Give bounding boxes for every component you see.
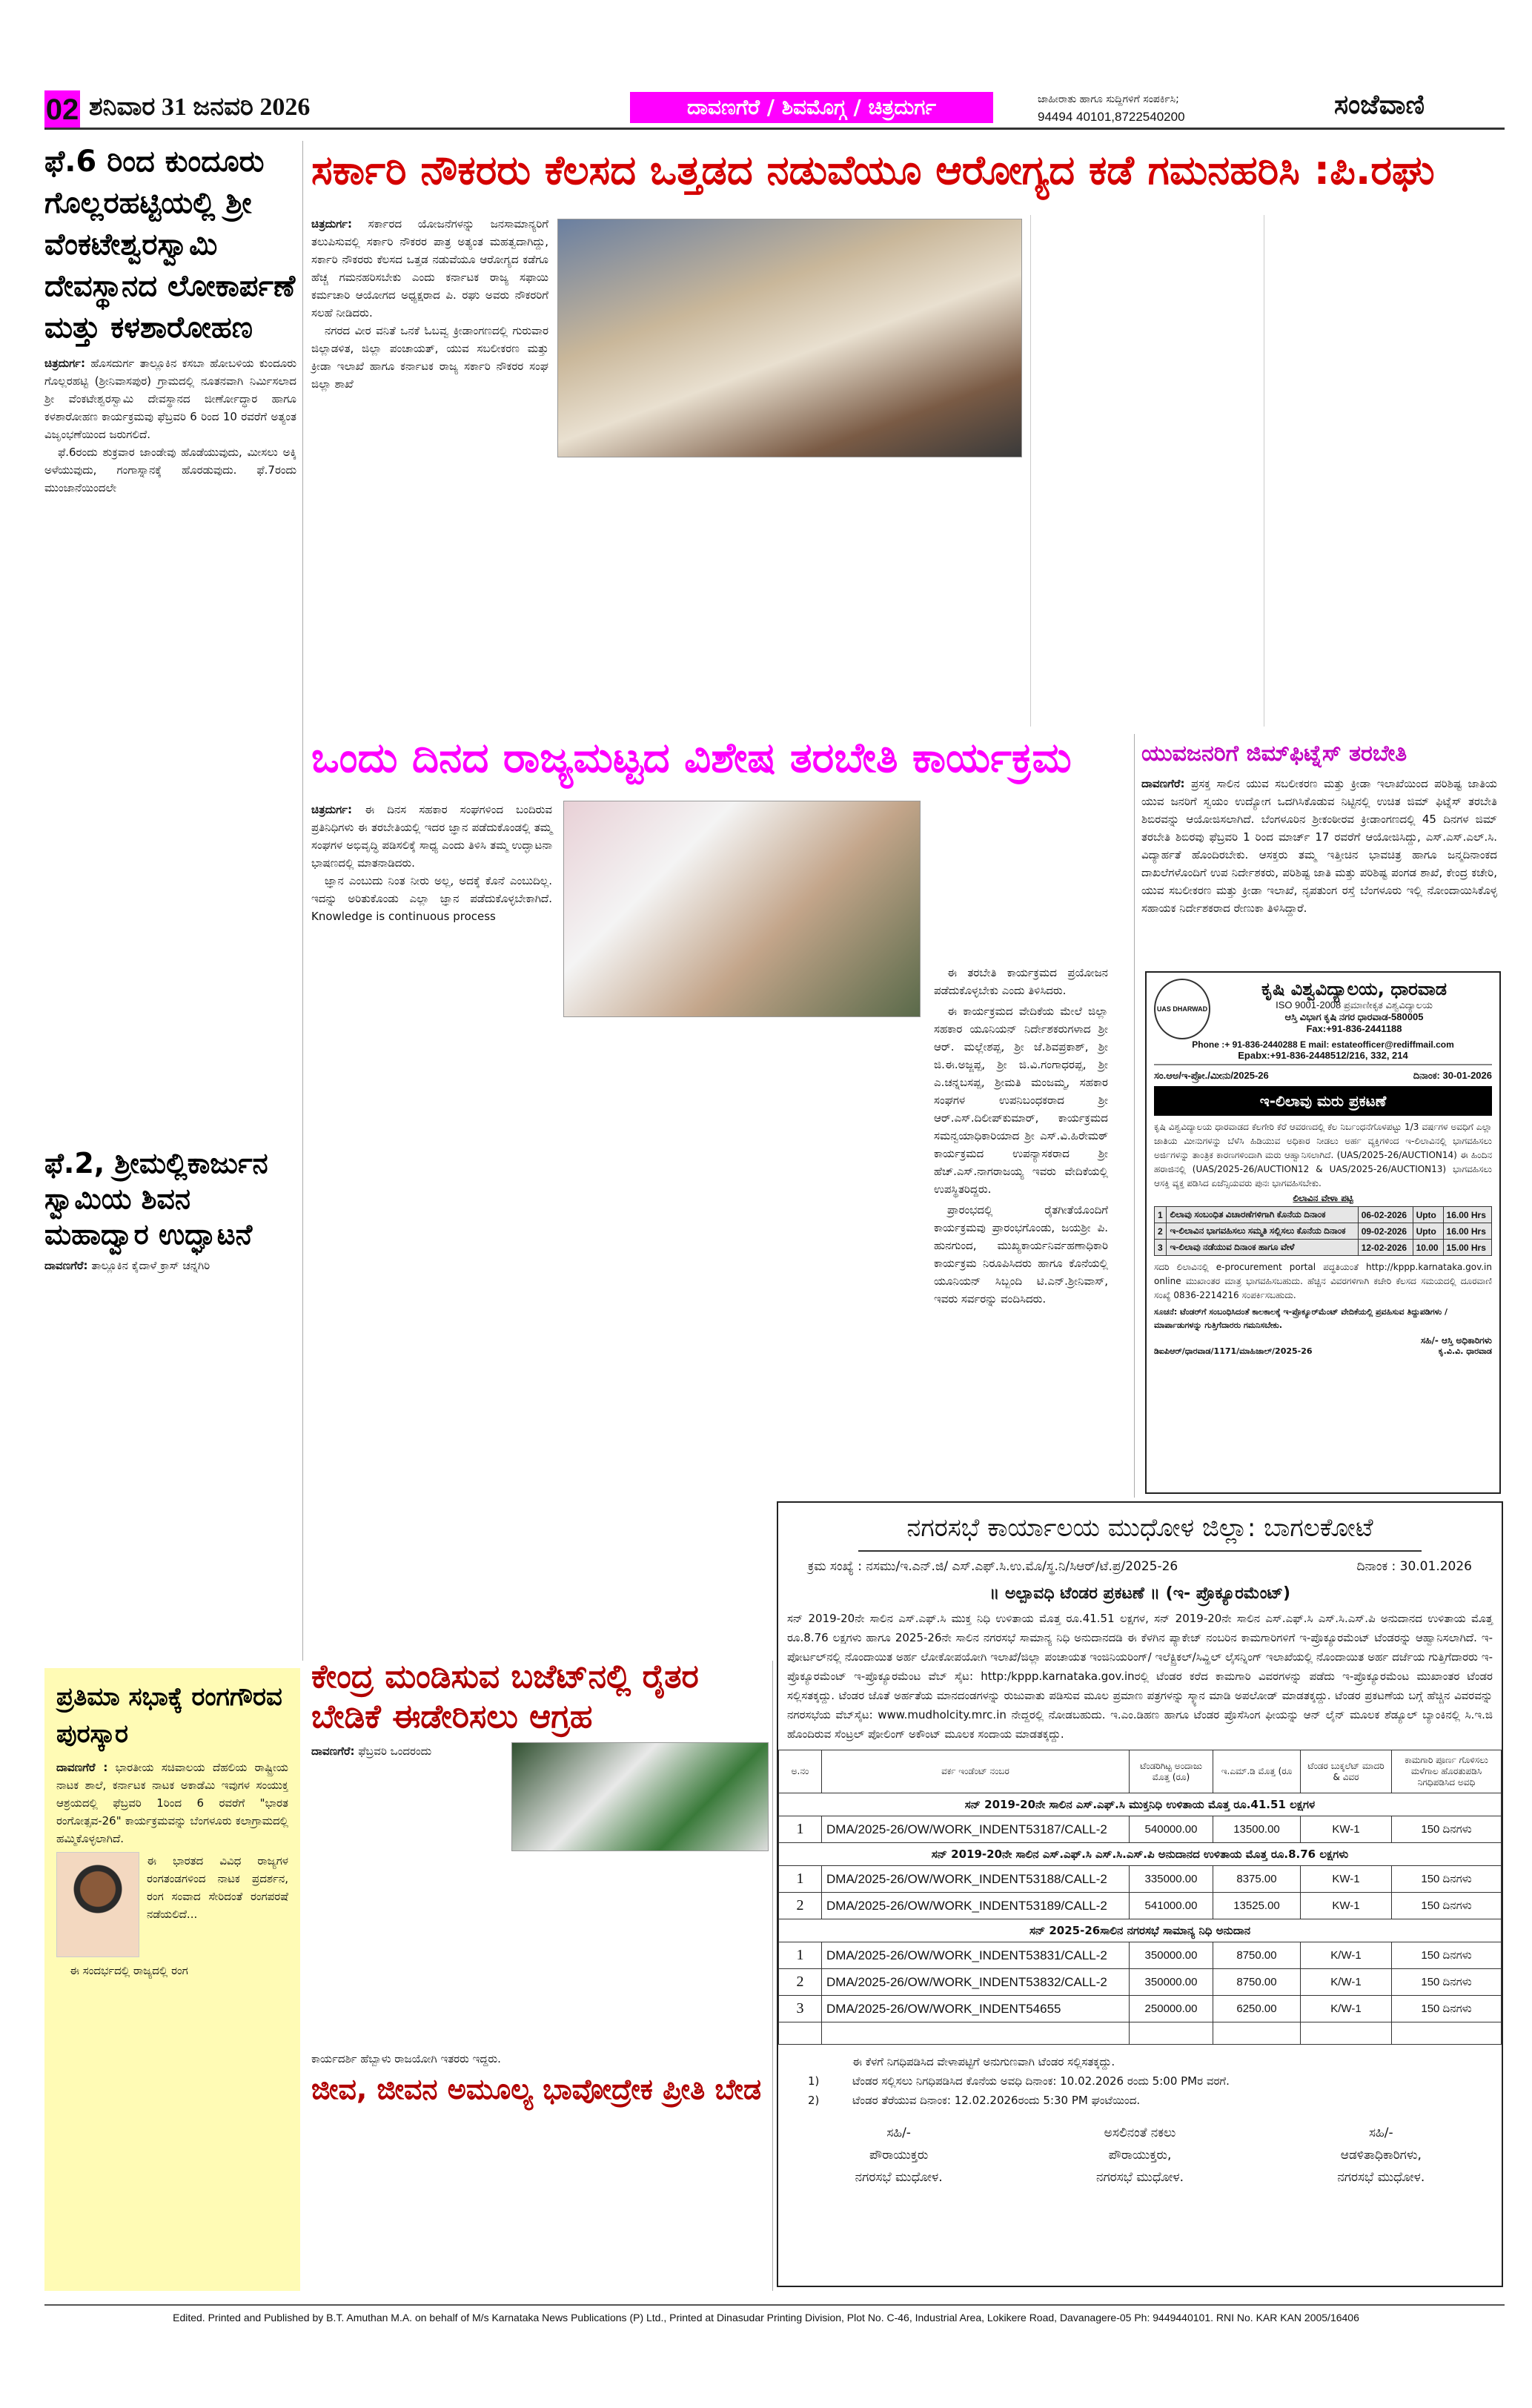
group-header-row — [779, 1843, 1502, 1866]
dateline: ದಾವಣಗೆರೆ: — [44, 1259, 88, 1272]
signatures — [778, 2122, 1502, 2189]
cell-indent: DMA/2025-26/OW/WORK_INDENT53188/CALL-2 — [822, 1866, 1130, 1893]
tender-table-body — [779, 1793, 1502, 2045]
cell: ಇ-ಲಿಲಾವು ನಡೆಯುವ ದಿನಾಂಕ ಹಾಗೂ ವೇಳೆ — [1167, 1240, 1358, 1256]
signatory-office: ಕೃ.ವಿ.ವಿ. ಧಾರವಾಡ — [1438, 1346, 1492, 1356]
lead-headline: ಸರ್ಕಾರಿ ನೌಕರರು ಕೆಲಸದ ಒತ್ತಡದ ನಡುವೆಯೂ ಆರೋಗ್ಯದ ಕಡೆ ಗಮನಹರಿಸಿ :ಪಿ.ರಘು — [311, 147, 1435, 194]
mudhol-tender-ad — [777, 1501, 1503, 2287]
epabx: Epabx:+91-836-2448512/216, 332, 214 — [1154, 1050, 1492, 1065]
table-row — [779, 1996, 1502, 2022]
dateline: ಚಿತ್ರದುರ್ಗ: — [311, 217, 353, 231]
cell: 1 — [1155, 1207, 1167, 1223]
ad-subtitle: ॥ ಅಲ್ಪಾವಧಿ ಟೆಂಡರ ಪ್ರಕಟಣೆ ॥ (ಇ- ಪ್ರೊಕ್ಯೂರಮೆಂಟ್) — [989, 1584, 1291, 1603]
cell-emd: 13500.00 — [1213, 1816, 1301, 1843]
cell-indent: DMA/2025-26/OW/WORK_INDENT54655 — [822, 1996, 1130, 2022]
issue-date: ಶನಿವಾರ 31 ಜನವರಿ 2026 — [89, 93, 311, 121]
column-header: ಅ.ನಂ — [779, 1750, 822, 1793]
cell: 15.00 Hrs — [1443, 1240, 1491, 1256]
paragraphs — [44, 357, 296, 497]
sign-title: ಪೌರಾಯುಕ್ತರು — [869, 2148, 929, 2163]
paragraph: ಈ ಸಂದರ್ಭದಲ್ಲಿ ರಾಜ್ಯದಲ್ಲಿ ರಂಗ — [70, 1964, 188, 1977]
column-header: ವರ್ಕ ಇಂಡೆಂಟ್ ನಂಬರ — [822, 1750, 1130, 1793]
dateline: ದಾವಣಗೆರೆ : — [56, 1761, 108, 1774]
auction-schedule-table — [1154, 1206, 1492, 1256]
ad-date: ದಿನಾಂಕ: 30-01-2026 — [1413, 1070, 1492, 1081]
cell: 09-02-2026 — [1358, 1223, 1413, 1240]
schedule-item — [808, 2071, 1502, 2091]
sign-title: ಆಡಳಿತಾಧಿಕಾರಿಗಳು, — [1340, 2148, 1422, 2163]
headline-training: ಒಂದು ದಿನದ ರಾಜ್ಯಮಟ್ಟದ ವಿಶೇಷ ತರಬೇತಿ ಕಾರ್ಯಕ್ರಮ — [311, 734, 1072, 782]
uas-auction-ad — [1145, 971, 1501, 1494]
article-raghu-col1 — [311, 215, 548, 396]
sign-title: ಪೌರಾಯುಕ್ತರು, — [1108, 2148, 1172, 2163]
event-photo-lamp-lighting — [557, 219, 1022, 457]
cell-booklet: K/W-1 — [1301, 1969, 1392, 1996]
cell-no: 3 — [779, 1996, 822, 2022]
cell-amount: 350000.00 — [1130, 1942, 1213, 1969]
address: ಆಸ್ತಿ ವಿಭಾಗ ಕೃಷಿ ನಗರ ಧಾರವಾಡ-580005 — [1284, 1011, 1424, 1022]
paragraph: ಸರ್ಕಾರದ ಯೋಜನೆಗಳನ್ನು ಜನಸಾಮಾನ್ಯರಿಗೆ ತಲುಪಿಸುವಲ್ಲಿ ಸರ್ಕಾರಿ ನೌಕರರ ಪಾತ್ರ ಅತ್ಯಂತ ಮಹತ್ವದಾಗಿದ್ದು, ಸರ್ಕಾರಿ ನೌಕರರು ಕೆಲಸದ ಒತ್ತಡ ನಡುವೆಯೂ ಆರೋಗ್ಯದ ಕಡೆಗೂ ಹೆಚ್ಚ ಗಮನಹರಿಸಬೇಕು ಎಂದು ಕರ್ನಾಟಕ ರಾಜ್ಯ ಸಫಾಯಿ ಕರ್ಮಚಾರಿ ಆಯೋಗದ ಅಧ್ಯಕ್ಷರಾದ ಪಿ. ರಘು ಅವರು ನೌಕರರಿಗೆ ಸಲಹೆ ನೀಡಿದರು. — [311, 217, 548, 320]
article-budget-body — [311, 1742, 504, 1760]
article-body — [44, 1257, 296, 1274]
cell-no: 1 — [779, 1816, 822, 1843]
article-training-col3 — [934, 964, 1108, 1311]
ad-date: ದಿನಾಂಕ : 30.01.2026 — [1356, 1559, 1472, 1574]
empty-cell — [779, 2022, 822, 2045]
cell: 06-02-2026 — [1358, 1207, 1413, 1223]
cell-emd: 13525.00 — [1213, 1893, 1301, 1919]
article-prathima — [44, 1668, 300, 2291]
column-header: ಕಾಮಗಾರಿ ಪೂರ್ಣ ಗೊಳಿಸಲು ಮಳೆಗಾಲ ಹೊರತುಪಡಿಸಿ ನಿಗಧಿಪಡಿಸಿದ ಅವಧಿ — [1392, 1750, 1502, 1793]
dateline: ಚಿತ್ರದುರ್ಗ: — [44, 357, 86, 370]
cell-booklet: K/W-1 — [1301, 1996, 1392, 2022]
paragraph: ಭಾರತೀಯ ಸಚಿವಾಲಯ ದೆಹಲಿಯ ರಾಷ್ಟ್ರೀಯ ನಾಟಕ ಶಾಲೆ, ಕರ್ನಾಟಕ ನಾಟಕ ಅಕಾಡೆಮಿ ಇವುಗಳ ಸಂಯುಕ್ತ ಆಶ್ರಯದಲ್ಲಿ ಫೆಬ್ರವರಿ 1ರಿಂದ 6 ರವರೆಗೆ "ಭಾರತ ರಂಗೋತ್ಸವ-26" ಕಾರ್ಯಕ್ರಮವನ್ನು ಬೆಂಗಳೂರು ಕಲಾಗ್ರಾಮದಲ್ಲಿ ಹಮ್ಮಿಕೊಳ್ಳಲಾಗಿದೆ. — [56, 1761, 288, 1845]
signature-block — [1337, 2122, 1425, 2189]
cell-emd: 8750.00 — [1213, 1969, 1301, 1996]
headline: ಪ್ರತಿಮಾ ಸಭಾಕ್ಕೆ ರಂಗಗೌರವ ಪುರಸ್ಕಾರ — [56, 1682, 282, 1749]
seal-text: UAS DHARWAD — [1156, 1005, 1208, 1013]
sign-office: ನಗರಸಭೆ ಮುಧೋಳ. — [1096, 2170, 1184, 2185]
cell: ಇ-ಲಿಲಾವಿನ ಭಾಗವಹಿಸಲು ಸಮ್ಮತಿ ಸಲ್ಲಿಸಲು ಕೊನೆಯ ದಿನಾಂಕ — [1167, 1223, 1358, 1240]
cell-no: 1 — [779, 1942, 822, 1969]
cell: Upto — [1413, 1207, 1443, 1223]
article-mallikarjuna — [44, 1145, 296, 1274]
sign-line: ಸಹಿ/- — [1369, 2126, 1393, 2140]
cell: ಲಿಲಾವು ಸಂಬಂಧಿತ ವಿಚಾರಣೆಗಳಿಗಾಗಿ ಕೊನೆಯ ದಿನಾಂಕ — [1167, 1207, 1358, 1223]
cell-booklet: K/W-1 — [1301, 1942, 1392, 1969]
ref-number: ಕ್ರಮ ಸಂಖ್ಯೆ : ನಸಮು/ಇ.ಎನ್.ಜಿ/ ಎಸ್.ಎಫ್.ಸಿ.ಉ.ಮೊ/ಸ್ಥ.ನಿ/ಸಿಆರ್/ಟೆ.ಪ್ರ/2025-26 — [808, 1559, 1178, 1574]
headline: ಫೆ.6 ರಿಂದ ಕುಂದೂರು ಗೊಲ್ಲರಹಟ್ಟಿಯಲ್ಲಿ ಶ್ರೀ ವೆಂಕಟೇಶ್ವರಸ್ವಾಮಿ ದೇವಸ್ಥಾನದ ಲೋಕಾರ್ಪಣೆ ಮತ್ತು ಕಳಶಾರೋಹಣ — [44, 145, 296, 345]
empty-cell — [1130, 2022, 1213, 2045]
paragraphs — [91, 1259, 210, 1272]
headline: ಫೆ.2, ಶ್ರೀಮಲ್ಲಿಕಾರ್ಜುನ ಸ್ವಾಮಿಯ ಶಿವನ ಮಹಾದ್ವಾರ ಉದ್ಘಾಟನೆ — [44, 1147, 268, 1251]
column-divider — [302, 141, 303, 1661]
title-divider — [858, 1550, 1422, 1552]
portal-info: ಸದರಿ ಲಿಲಾವಿನಲ್ಲಿ e-procurement portal ಪದ್ಧತಿಯಂತೆ http://kppp.karnataka.gov.in online ಮುಖಾಂತರ ಮಾತ್ರ ಭಾಗವಹಿಸಬಹುದು. ಹೆಚ್ಚಿನ ವಿವರಗಳಿಗಾಗಿ ಕಚೇರಿ ಕೆಲಸದ ಸಮಯದಲ್ಲಿ ದೂರವಾಣಿ ಸಂಖ್ಯೆ 0836-2214216 ಸಂಪರ್ಕಿಸಬಹುದು. — [1154, 1262, 1492, 1300]
cell-emd: 8750.00 — [1213, 1942, 1301, 1969]
item-text: ಟೆಂಡರ ಸಲ್ಲಿಸಲು ನಿಗಧಿಪಡಿಸಿದ ಕೊನೆಯ ಅವಧಿ ದಿನಾಂಕ: 10.02.2026 ರಂದು 5:00 PMರ ವರಗೆ. — [852, 2074, 1230, 2088]
signatory: ಸಹಿ/- ಆಸ್ತಿ ಅಧಿಕಾರಿಗಳು — [1420, 1335, 1492, 1346]
article-gym-body — [1141, 775, 1497, 917]
cell-amount: 541000.00 — [1130, 1893, 1213, 1919]
paragraph: ಕಾರ್ಯದರ್ಶಿ ಹೆಬ್ಬಾಳು ರಾಜಯೋಗಿ ಇತರರು ಇದ್ದರು. — [311, 2052, 501, 2065]
headline-budget: ಕೇಂದ್ರ ಮಂಡಿಸುವ ಬಜೆಟ್‌ನಲ್ಲಿ ರೈತರ ಬೇಡಿಕೆ ಈಡೇರಿಸಲು ಆಗ್ರಹ — [311, 1658, 699, 1736]
cell: Upto — [1413, 1223, 1443, 1240]
masthead-logo: ಸಂಜೆವಾಣಿ — [1334, 89, 1425, 120]
article-training-col1 — [311, 801, 552, 928]
column-header: ಟೆಂಡರ ಬುಕ್ಕಲೆಟ್ ಮಾದರಿ & ವಿವರ — [1301, 1750, 1392, 1793]
paragraph: ಪ್ರಾರಂಭದಲ್ಲಿ ರೈತಗೀತೆಯೊಂದಿಗೆ ಕಾರ್ಯಕ್ರಮವು ಪ್ರಾರಂಭಗೊಂಡು, ಜಯಶ್ರೀ ಪಿ. ಹುನಗುಂದ, ಮುಖ್ಯಕಾರ್ಯನಿರ್ವಹಣಾಧಿಕಾರಿ ಕಾರ್ಯಕ್ರಮ ನಿರೂಪಿಸಿದರು ಹಾಗೂ ಕೊನೆಯಲ್ಲಿ ಯೂನಿಯನ್ ಸಿಬ್ಬಂದಿ ಟಿ.ಎನ್.ಶ್ರೀನಿವಾಸ್, ಇವರು ಸರ್ವರನ್ನು ವಂದಿಸಿದರು. — [934, 1203, 1108, 1306]
dateline: ದಾವಣಗೆರೆ: — [1141, 777, 1185, 790]
cell: 16.00 Hrs — [1443, 1223, 1491, 1240]
phone-email: Phone :+ 91-836-2440288 E mail: estateofficer@rediffmail.com — [1192, 1039, 1454, 1050]
cell-period: 150 ದಿನಗಳು — [1392, 1866, 1502, 1893]
cell-amount: 335000.00 — [1130, 1866, 1213, 1893]
fax: Fax:+91-836-2441188 — [1306, 1023, 1402, 1034]
cell-indent: DMA/2025-26/OW/WORK_INDENT53187/CALL-2 — [822, 1816, 1130, 1843]
university-seal-icon — [1154, 979, 1210, 1039]
group-title: ಸನ್ 2025-26ಸಾಲಿನ ನಗರಸಭೆ ಸಾಮಾನ್ಯ ನಿಧಿ ಅನುದಾನ — [779, 1919, 1502, 1942]
table-header-row — [779, 1750, 1502, 1793]
ad-body: ಸನ್ 2019-20ನೇ ಸಾಲಿನ ಎಸ್.ಎಫ್.ಸಿ ಮುಕ್ತ ನಿಧಿ ಉಳಿತಾಯ ಮೊತ್ತ ರೂ.41.51 ಲಕ್ಷಗಳ, ಸನ್ 2019-20ನೇ ಸಾಲಿನ ಎಸ್.ಎಫ್.ಸಿ ಎಸ್.ಸಿ.ಎಸ್.ಪಿ ಅನುದಾನದ ಉಳಿತಾಯ ಮೊತ್ತ ರೂ.8.76 ಲಕ್ಷಗಳು ಹಾಗೂ 2025-26ನೇ ಸಾಲಿನ ನಗರಸಭೆ ಸಾಮಾನ್ಯ ನಿಧಿ ಅನುದಾನದಡಿ ಈ ಕೆಳಗಿನ ಪ್ಯಾಕೇಜ್ ನಂಬರಿನ ಕಾಮಗಾರಿಗಳಿಗೆ ಇ-ಪ್ರೊಕ್ಯೂರಮೆಂಟ್ ಟೆಂಡರನ್ನು ಆಹ್ವಾನಿಸಲಾಗಿದೆ. ಇ-ಪೋರ್ಟಲ್‌ನಲ್ಲಿ ನೊಂದಾಯಿತ ಅರ್ಹ ಲೋಕೋಪಯೋಗಿ ಇಲಾಖೆ/ಜಿಲ್ಲಾ ಪಂಚಾಯತ ಇಂಜಿನಿಯರಿಂಗ್/ ಇಲೆಕ್ಟ್ರಿಕಲ್/ಸಿವ್ಹಿಲ್ ಲೈಸನ್ನಿಂಗ್ ಇಲಾಖೆಯಲ್ಲಿ ನೊಂದಾಯಿತ ಅರ್ಹ ದರ್ಜೆಯ ಗುತ್ತಿಗೆದಾರರು ಇ-ಪ್ರೊಕ್ಯೂರಮೆಂಟ್ ಇ-ಪ್ರೊಕ್ಯೂರಮೆಂಟ ವೆಬ್ ಸೈಟ: http:/kppp.karnataka.gov.inರಲ್ಲಿ ಟೆಂಡರ ಕರೆದ ಕಾಮಗಾರಿ ವಿವರಗಳನ್ನು ಪಡೆದು ಇ-ಪ್ರೊಕ್ಯೂರಮೆಂಟ ಮುಖಾಂತರ ಟೆಂಡರ ಸಲ್ಲಿಸತಕ್ಕದ್ದು. ಟೆಂಡರ ಜೊತೆ ಅರ್ಹತೆಯ ಮಾನದಂಡಗಳನ್ನು ರುಜುವಾತು ಪಡಿಸುವ ಮೂಲ ಪ್ರಮಾಣ ಪತ್ರಗಳನ್ನು ಸ್ಕ್ಯಾನ ಮಾಡಿ ಅಪಲೋಡ್ ಮಾಡತಕ್ಕದ್ದು. ಟೆಂಡರ ಪ್ರಕಟಣೆಯ ಬಗ್ಗೆ ಹೆಚ್ಚಿನ ವಿವರವನ್ನು ನಗರಸಭೆಯ ವೆಬ್‌ಸೈಟ: www.mudholcity.mrc.in ನೇದ್ದರಲ್ಲಿ ನೋಡಬಹುದು. ಇ.ಎಂ.ಡಿಹಣ ಹಾಗೂ ಟೆಂಡರ ಪ್ರೊಸೆಸಿಂಗ ಫೀಯನ್ನು ಆನ್ ಲೈನ್ ಮೂಲಕ ಶೆಡ್ಯೂಲ್ ಬ್ಯಾಂಕಿನಲ್ಲಿ ಸಿ.ಇ.ಜಿ ಹೊಂದಿರುವ ಸೆಂಟ್ರಲ್ ಪೋಲಿಂಗ್ ಅಕೌಂಟ್ ಮೂಲಕ ಸಂದಾಯ ಮಾಡತಕ್ಕದ್ದು. — [787, 1612, 1493, 1741]
empty-cell — [1392, 2022, 1502, 2045]
paragraph: ಈ ಕಾರ್ಯಕ್ರಮದ ವೇದಿಕೆಯ ಮೇಲೆ ಜಿಲ್ಲಾ ಸಹಕಾರ ಯೂನಿಯನ್ ನಿರ್ದೇಶಕರುಗಳಾದ ಶ್ರೀ ಆರ್. ಮಲ್ಲೇಶಪ್ಪ, ಶ್ರೀ ಜೆ.ಶಿವಪ್ರಕಾಶ್, ಶ್ರೀ ಜಿ.ಈ.ಅಜ್ಜಪ್ಪ, ಶ್ರೀ ಜಿ.ವಿ.ಗಂಗಾಧರಪ್ಪ, ಶ್ರೀ ಎ.ಚನ್ನಬಸಪ್ಪ, ಶ್ರೀಮತಿ ಮಂಜಮ್ಮ, ಸಹಕಾರ ಸಂಘಗಳ ಉಪನಿಬಂಧಕರಾದ ಶ್ರೀ ಆರ್.ಎಸ್.ದಿಲೀಪ್‌ಕುಮಾರ್, ಕಾರ್ಯಕ್ರಮದ ಸಮನ್ವಯಾಧಿಕಾರಿಯಾದ ಶ್ರೀ ಎಸ್.ವಿ.ಹಿರೇಮಠ್ ಕಾರ್ಯಕ್ರಮದ ಉಪನ್ಯಾಸಕರಾದ ಶ್ರೀ ಹೆಚ್.ಎಸ್.ನಾಗರಾಜಯ್ಯ ಇವರು ವೇದಿಕೆಯಲ್ಲಿ ಉಪಸ್ಥಿತರಿದ್ದರು. — [934, 1005, 1108, 1196]
paragraph: ಈ ತರಬೇತಿ ಕಾರ್ಯಕ್ರಮದ ಪ್ರಯೋಜನ ಪಡೆದುಕೊಳ್ಳಬೇಕು ಎಂದು ತಿಳಿಸಿದರು. — [934, 966, 1108, 997]
cell-period: 150 ದಿನಗಳು — [1392, 1969, 1502, 1996]
ad-note: ಸೂಚನೆ: ಟೆಂಡರ್‌ಗೆ ಸಂಬಂಧಿಸಿದಂತೆ ಕಾಲಕಾಲಕ್ಕೆ ಇ-ಪ್ರೊಕ್ಯೂರ್‌ಮೆಂಟ್ ವೇದಿಕೆಯಲ್ಲಿ ಪ್ರವಹಿಸುವ ತಿದ್ದುಪಡಿಗಳು / ಮಾರ್ಪಾಡುಗಳನ್ನು ಗುತ್ತಿಗೆದಾರರು ಗಮನಿಸಬೇಕು. — [1154, 1307, 1448, 1330]
footer-divider — [44, 2304, 1505, 2306]
cell-booklet: KW-1 — [1301, 1866, 1392, 1893]
cell-period: 150 ದಿನಗಳು — [1392, 1996, 1502, 2022]
schedule-row — [1155, 1207, 1492, 1223]
sign-office: ನಗರಸಭೆ ಮುಧೋಳ. — [1337, 2170, 1425, 2185]
column-header: ಟೆಂಡರಿಗಿಟ್ಟ ಅಂದಾಜು ಮೊತ್ತ (ರೂ) — [1130, 1750, 1213, 1793]
table-row — [779, 1942, 1502, 1969]
schedule-intro: ಈ ಕೆಳಗೆ ನಿಗಧಿಪಡಿಸಿದ ವೇಳಾಪಟ್ಟಿಗೆ ಅನುಗುಣವಾಗಿ ಟೆಂಡರ ಸಲ್ಲಿಸತಕ್ಕದ್ದು. — [852, 2055, 1115, 2068]
item-number: 1) — [808, 2074, 820, 2088]
paragraph: ಪ್ರಸಕ್ತ ಸಾಲಿನ ಯುವ ಸಬಲೀಕರಣ ಮತ್ತು ಕ್ರೀಡಾ ಇಲಾಖೆಯಿಂದ ಪರಿಶಿಷ್ಟ ಜಾತಿಯ ಯುವ ಜನರಿಗೆ ಸ್ವಯಂ ಉದ್ಯೋಗ ಒದಗಿಸಿಕೊಡುವ ನಿಟ್ಟಿನಲ್ಲಿ ಉಚಿತ ಜಿಮ್ ಫಿಟ್ನೆಸ್ ತರಬೇತಿ ಶಿಬಿರವನ್ನು ಆಯೋಜಿಸಲಾಗಿದೆ. ಬೆಂಗಳೂರಿನ ಶ್ರೀಕಂಠೀರವ ಕ್ರೀಡಾಂಗಣದಲ್ಲಿ 45 ದಿನಗಳ ಜಿಮ್ ತರಬೇತಿ ಶಿಬಿರವು ಫೆಬ್ರವರಿ 1 ರಿಂದ ಮಾರ್ಚ್ 17 ರವರೆಗೆ ಆಯೋಜಿಸಿದ್ದು, ಎಸ್.ಎಸ್.ಎಲ್.ಸಿ. ವಿದ್ಯಾರ್ಹತೆ ಹೊಂದಿರಬೇಕು. ಆಸಕ್ತರು ತಮ್ಮ ಇತ್ತೀಚಿನ ಭಾವಚಿತ್ರ ಹಾಗೂ ಜನ್ಮದಿನಾಂಕದ ದಾಖಲೆಗಳೊಂದಿಗೆ ಉಪ ನಿರ್ದೇಶಕರು, ಪರಿಶಿಷ್ಟ ಜಾತಿ ಮತ್ತು ಪರಿಶಿಷ್ಟ ಪಂಗಡ ಶಾಖೆ, ಕೇಂದ್ರ ಕಚೇರಿ, ಯುವ ಸಬಲೀಕರಣ ಮತ್ತು ಕ್ರೀಡಾ ಇಲಾಖೆ, ನೃಪತುಂಗ ರಸ್ತೆ ಬೆಂಗಳೂರು ಇಲ್ಲಿ ನೋಂದಾಯಿಸಿಕೊಳ್ಳ ಸಹಾಯಕ ನಿರ್ದೇಶಕರಾದ ರೇಣುಕಾ ತಿಳಿಸಿದ್ದಾರೆ. — [1141, 777, 1497, 915]
cell-amount: 350000.00 — [1130, 1969, 1213, 1996]
group-header-row — [779, 1793, 1502, 1816]
dateline: ಚಿತ್ರದುರ್ಗ: — [311, 803, 353, 816]
paragraph: ಜ್ಞಾನ ಎಂಬುದು ನಿಂತ ನೀರು ಅಲ್ಲ, ಅದಕ್ಕೆ ಕೊನೆ ಎಂಬುದಿಲ್ಲ. ಇದನ್ನು ಅರಿತುಕೊಂಡು ಎಲ್ಲಾ ಜ್ಞಾನ ಪಡೆದುಕೊಳ್ಳಬೇಕಾಗಿದೆ. Knowledge is continuous process — [311, 874, 552, 923]
signature-block — [1096, 2122, 1184, 2189]
cell-no: 2 — [779, 1893, 822, 1919]
imprint-line: Edited. Printed and Published by B.T. Amuthan M.A. on behalf of M/s Karnataka News Publications (P) Ltd., Printed at Dinasudar Printing Division, Plot No. C-46, Industrial Area, Lokikere Road, Davanagere-05 Ph: 9449440101. RNI No. KAR KAN 2005/16406 — [173, 2312, 1359, 2323]
dipr-code: ಡಿಐಪಿಆರ್/ಧಾರವಾಡ/1171/ಮಾಹಿಜಾಲ್/2025-26 — [1154, 1346, 1313, 1356]
tender-table — [778, 1750, 1502, 2045]
contact-label: ಜಾಹೀರಾತು ಹಾಗೂ ಸುದ್ದಿಗಳಿಗೆ ಸಂಪರ್ಕಿಸಿ; — [1038, 93, 1179, 105]
dateline: ದಾವಣಗೆರೆ: — [311, 1744, 355, 1758]
paragraph: ನಗರದ ವೀರ ವನಿತೆ ಒನಕೆ ಓಬವ್ವ ಕ್ರೀಡಾಂಗಣದಲ್ಲಿ ಗುರುವಾರ ಜಿಲ್ಲಾಡಳಿತ, ಜಿಲ್ಲಾ ಪಂಚಾಯತ್, ಯುವ ಸಬಲೀಕರಣ ಮತ್ತು ಕ್ರೀಡಾ ಇಲಾಖೆ ಹಾಗೂ ಕರ್ನಾಟಕ ರಾಜ್ಯ ಸರ್ಕಾರಿ ನೌಕರರ ಸಂಘ ಜಿಲ್ಲಾ ಶಾಖೆ — [311, 324, 548, 391]
table-row — [779, 1866, 1502, 1893]
headline-jeeva: ಜೀವ, ಜೀವನ ಅಮೂಲ್ಯ ಭಾವೋದ್ರೇಕ ಪ್ರೀತಿ ಬೇಡ — [311, 2073, 762, 2106]
article-kundur — [44, 141, 296, 500]
paragraph: ಈ ದಿನಸ ಸಹಕಾರ ಸಂಘಗಳಿಂದ ಬಂದಿರುವ ಪ್ರತಿನಿಧಿಗಳು ಈ ತರಬೇತಿಯಲ್ಲಿ ಇದರ ಜ್ಞಾನ ಪಡೆದುಕೊಂಡಲ್ಲಿ ತಮ್ಮ ಸಂಘಗಳ ಅಭಿವೃದ್ಧಿ ಪಡಿಸಲಿಕ್ಕೆ ಸಾಧ್ಯ ಎಂದು ತಿಳಿಸಿ ತಮ್ಮ ಉದ್ಘಾಟನಾ ಭಾಷಣದಲ್ಲಿ ಮಾತನಾಡಿದರು. — [311, 803, 552, 870]
group-title: ಸನ್ 2019-20ನೇ ಸಾಲಿನ ಎಸ್.ಎಫ್.ಸಿ ಮುಕ್ತನಿಧಿ ಉಳಿತಾಯ ಮೊತ್ತ ರೂ.41.51 ಲಕ್ಷಗಳ — [779, 1793, 1502, 1816]
event-photo-training — [563, 801, 921, 1017]
article-body — [44, 1753, 300, 1988]
sign-line: ಅಸಲಿನಂತೆ ನಕಲು — [1104, 2126, 1176, 2140]
header-divider — [44, 128, 1505, 130]
paragraph: ಈ ಭಾರತದ ವಿವಿಧ ರಾಜ್ಯಗಳ ರಂಗತಂಡಗಳಿಂದ ನಾಟಕ ಪ್ರದರ್ಶನ, ರಂಗ ಸಂವಾದ ಸೇರಿದಂತೆ ರಂಗಪರಷೆ ನಡೆಯಲಿದೆ... — [147, 1854, 288, 1921]
paragraph: ಹೊಸದುರ್ಗ ತಾಲ್ಲೂಕಿನ ಕಸಬಾ ಹೋಬಳಿಯ ಕುಂದೂರು ಗೊಲ್ಲರಹಟ್ಟಿ (ಶ್ರೀನಿವಾಸಪುರ) ಗ್ರಾಮದಲ್ಲಿ ನೂತನವಾಗಿ ನಿರ್ಮಿಸಲಾದ ಶ್ರೀ ವೆಂಕಟೇಶ್ವರಸ್ವಾಮಿ ದೇವಸ್ಥಾನದ ಜೀರ್ಣೋದ್ಧಾರ ಹಾಗೂ ಕಳಶಾರೋಹಣ ಕಾರ್ಯಕ್ರಮವು ಫೆಬ್ರವರಿ 6 ರಿಂದ 10 ರವರೆಗೆ ಅತ್ಯಂತ ವಿಜೃಂಭಣೆಯಿಂದ ಜರುಗಲಿದೆ. — [44, 357, 296, 441]
item-text: ಟೆಂಡರ ತೆರೆಯುವ ದಿನಾಂಕ: 12.02.2026ರಂದು 5:30 PM ಘಂಟೆಯಿಂದ. — [852, 2094, 1141, 2107]
empty-cell — [1301, 2022, 1392, 2045]
cell-period: 150 ದಿನಗಳು — [1392, 1816, 1502, 1843]
signature-block — [855, 2122, 943, 2189]
edition-banner: ದಾವಣಗೆರೆ / ಶಿವಮೊಗ್ಗ / ಚಿತ್ರದುರ್ಗ — [630, 92, 993, 123]
cell-amount: 540000.00 — [1130, 1816, 1213, 1843]
article-body — [44, 354, 296, 497]
photo-farmers-leaders — [511, 1742, 769, 1851]
cell-indent: DMA/2025-26/OW/WORK_INDENT53831/CALL-2 — [822, 1942, 1130, 1969]
empty-cell — [1213, 2022, 1301, 2045]
headline-gym: ಯುವಜನರಿಗೆ ಜಿಮ್‌ಫಿಟ್ನೆಸ್ ತರಬೇತಿ — [1141, 741, 1407, 767]
group-title: ಸನ್ 2019-20ನೇ ಸಾಲಿನ ಎಸ್.ಎಫ್.ಸಿ ಎಸ್.ಸಿ.ಎಸ್.ಪಿ ಅನುದಾನದ ಉಳಿತಾಯ ಮೊತ್ತ ರೂ.8.76 ಲಕ್ಷಗಳು — [779, 1843, 1502, 1866]
item-number: 2) — [808, 2094, 820, 2107]
empty-row — [779, 2022, 1502, 2045]
sign-office: ನಗರಸಭೆ ಮುಧೋಳ. — [855, 2170, 943, 2185]
table-row — [779, 1893, 1502, 1919]
group-header-row — [779, 1919, 1502, 1942]
ad-title: ನಗರಸಭೆ ಕಾರ್ಯಾಲಯ ಮುಧೋಳ ಜಿಲ್ಲಾ: ಬಾಗಲಕೋಟೆ — [906, 1513, 1373, 1543]
cell-emd: 6250.00 — [1213, 1996, 1301, 2022]
column-divider — [1030, 215, 1031, 727]
schedule-title: ಲಿಲಾವಿನ ವೇಳಾ ಪಟ್ಟಿ — [1293, 1193, 1353, 1203]
contact-block — [1038, 90, 1304, 126]
ref-number: ಸಂ.ಆಅ/ಇ-ಪ್ರೋ./ಮೀನು/2025-26 — [1154, 1070, 1269, 1081]
column-header: ಇ.ಎಮ್.ಡಿ ಮೊತ್ತ (ರೂ — [1213, 1750, 1301, 1793]
empty-cell — [822, 2022, 1130, 2045]
cell-no: 1 — [779, 1866, 822, 1893]
cell-booklet: KW-1 — [1301, 1816, 1392, 1843]
ad-body: ಕೃಷಿ ವಿಶ್ವವಿದ್ಯಾಲಯ ಧಾರವಾಡದ ಕೆಲಗೇರಿ ಕೆರೆ ಆವರಣದಲ್ಲಿ ಕೆಲ ನಿರ್ಬಂಧನೆಗೊಳಪಟ್ಟು 1/3 ವರ್ಷಗಳ ಅವಧಿಗೆ ಎಲ್ಲಾ ಜಾತಿಯ ಮೀನುಗಳನ್ನು ಬೆಳೆಸಿ ಹಿಡಿಯುವ ಅಧಿಕಾರ ನೀಡಲು ಅರ್ಹ ವ್ಯಕ್ತಿಗಳಿಂದ ಇ-ಲಿಲಾವಿನಲ್ಲಿ ಭಾಗವಹಿಸಲು ಅರ್ಜಿಗಳನ್ನು ತಾಂತ್ರಿಕ ಕಾರಣಗಳಿಂದಾಗಿ ಮರು ಆಹ್ವಾನಿಸಲಾಗಿದೆ. (UAS/2025-26/AUCTION14) ಈ ಹಿಂದಿನ ಹರಾಜಿನಲ್ಲಿ (UAS/2025-26/AUCTION12 & UAS/2025-26/AUCTION13) ಭಾಗವಹಿಸಲು ಆಸಕ್ತಿ ವ್ಯಕ್ತ ಪಡಿಸಿದ ಏಜೆನ್ಸಿಯವರು ಪುನಃ ಭಾಗವಹಿಸಬೇಕು. — [1154, 1122, 1492, 1188]
cell: 12-02-2026 — [1358, 1240, 1413, 1256]
schedule-item — [808, 2091, 1502, 2110]
cell: 3 — [1155, 1240, 1167, 1256]
schedule-row — [1155, 1240, 1492, 1256]
cell-emd: 8375.00 — [1213, 1866, 1301, 1893]
paragraph: ಫೆ.6ರಂದು ಶುಕ್ರವಾರ ಜಾಂಡೇವು ಹೊಡೆಯುವುದು, ಮೀಸಲು ಅಕ್ಕಿ ಅಳೆಯುವುದು, ಗಂಗಾಸ್ನಾನಕ್ಕೆ ಹೊರಡುವುದು. ಫೆ.7ರಂದು ಮುಂಜಾನೆಯಿಂದಲೇ — [44, 446, 296, 494]
cell-amount: 250000.00 — [1130, 1996, 1213, 2022]
iso-line: ISO 9001-2008 ಪ್ರಮಾಣೀಕೃತ ವಿಶ್ವವಿದ್ಯಾಲಯ — [1276, 999, 1433, 1010]
contact-phone: 94494 40101,8722540200 — [1038, 110, 1185, 124]
cell: 10.00 — [1413, 1240, 1443, 1256]
page-number: 02 — [44, 90, 80, 129]
ad-banner: ಇ-ಲಿಲಾವು ಮರು ಪ್ರಕಟಣೆ — [1154, 1086, 1492, 1116]
cell-indent: DMA/2025-26/OW/WORK_INDENT53832/CALL-2 — [822, 1969, 1130, 1996]
column-divider — [1134, 734, 1135, 1498]
table-row — [779, 1969, 1502, 1996]
schedule-row — [1155, 1223, 1492, 1240]
cell: 16.00 Hrs — [1443, 1207, 1491, 1223]
paragraph: ಫೆಬ್ರವರಿ ಒಂದರಂದು — [358, 1744, 432, 1758]
portrait-photo — [56, 1852, 139, 1957]
column-divider — [772, 1661, 773, 2291]
table-row — [779, 1816, 1502, 1843]
cell-no: 2 — [779, 1969, 822, 1996]
sign-line: ಸಹಿ/- — [886, 2126, 911, 2140]
ad-title: ಕೃಷಿ ವಿಶ್ವವಿದ್ಯಾಲಯ, ಧಾರವಾಡ — [1261, 979, 1448, 999]
cell: 2 — [1155, 1223, 1167, 1240]
cell-period: 150 ದಿನಗಳು — [1392, 1942, 1502, 1969]
paragraph: ತಾಲ್ಲೂಕಿನ ಕೈದಾಳೆ ಕ್ರಾಸ್ ಚನ್ನಗಿರಿ — [91, 1259, 210, 1272]
cell-indent: DMA/2025-26/OW/WORK_INDENT53189/CALL-2 — [822, 1893, 1130, 1919]
cell-booklet: KW-1 — [1301, 1893, 1392, 1919]
cell-period: 150 ದಿನಗಳು — [1392, 1893, 1502, 1919]
